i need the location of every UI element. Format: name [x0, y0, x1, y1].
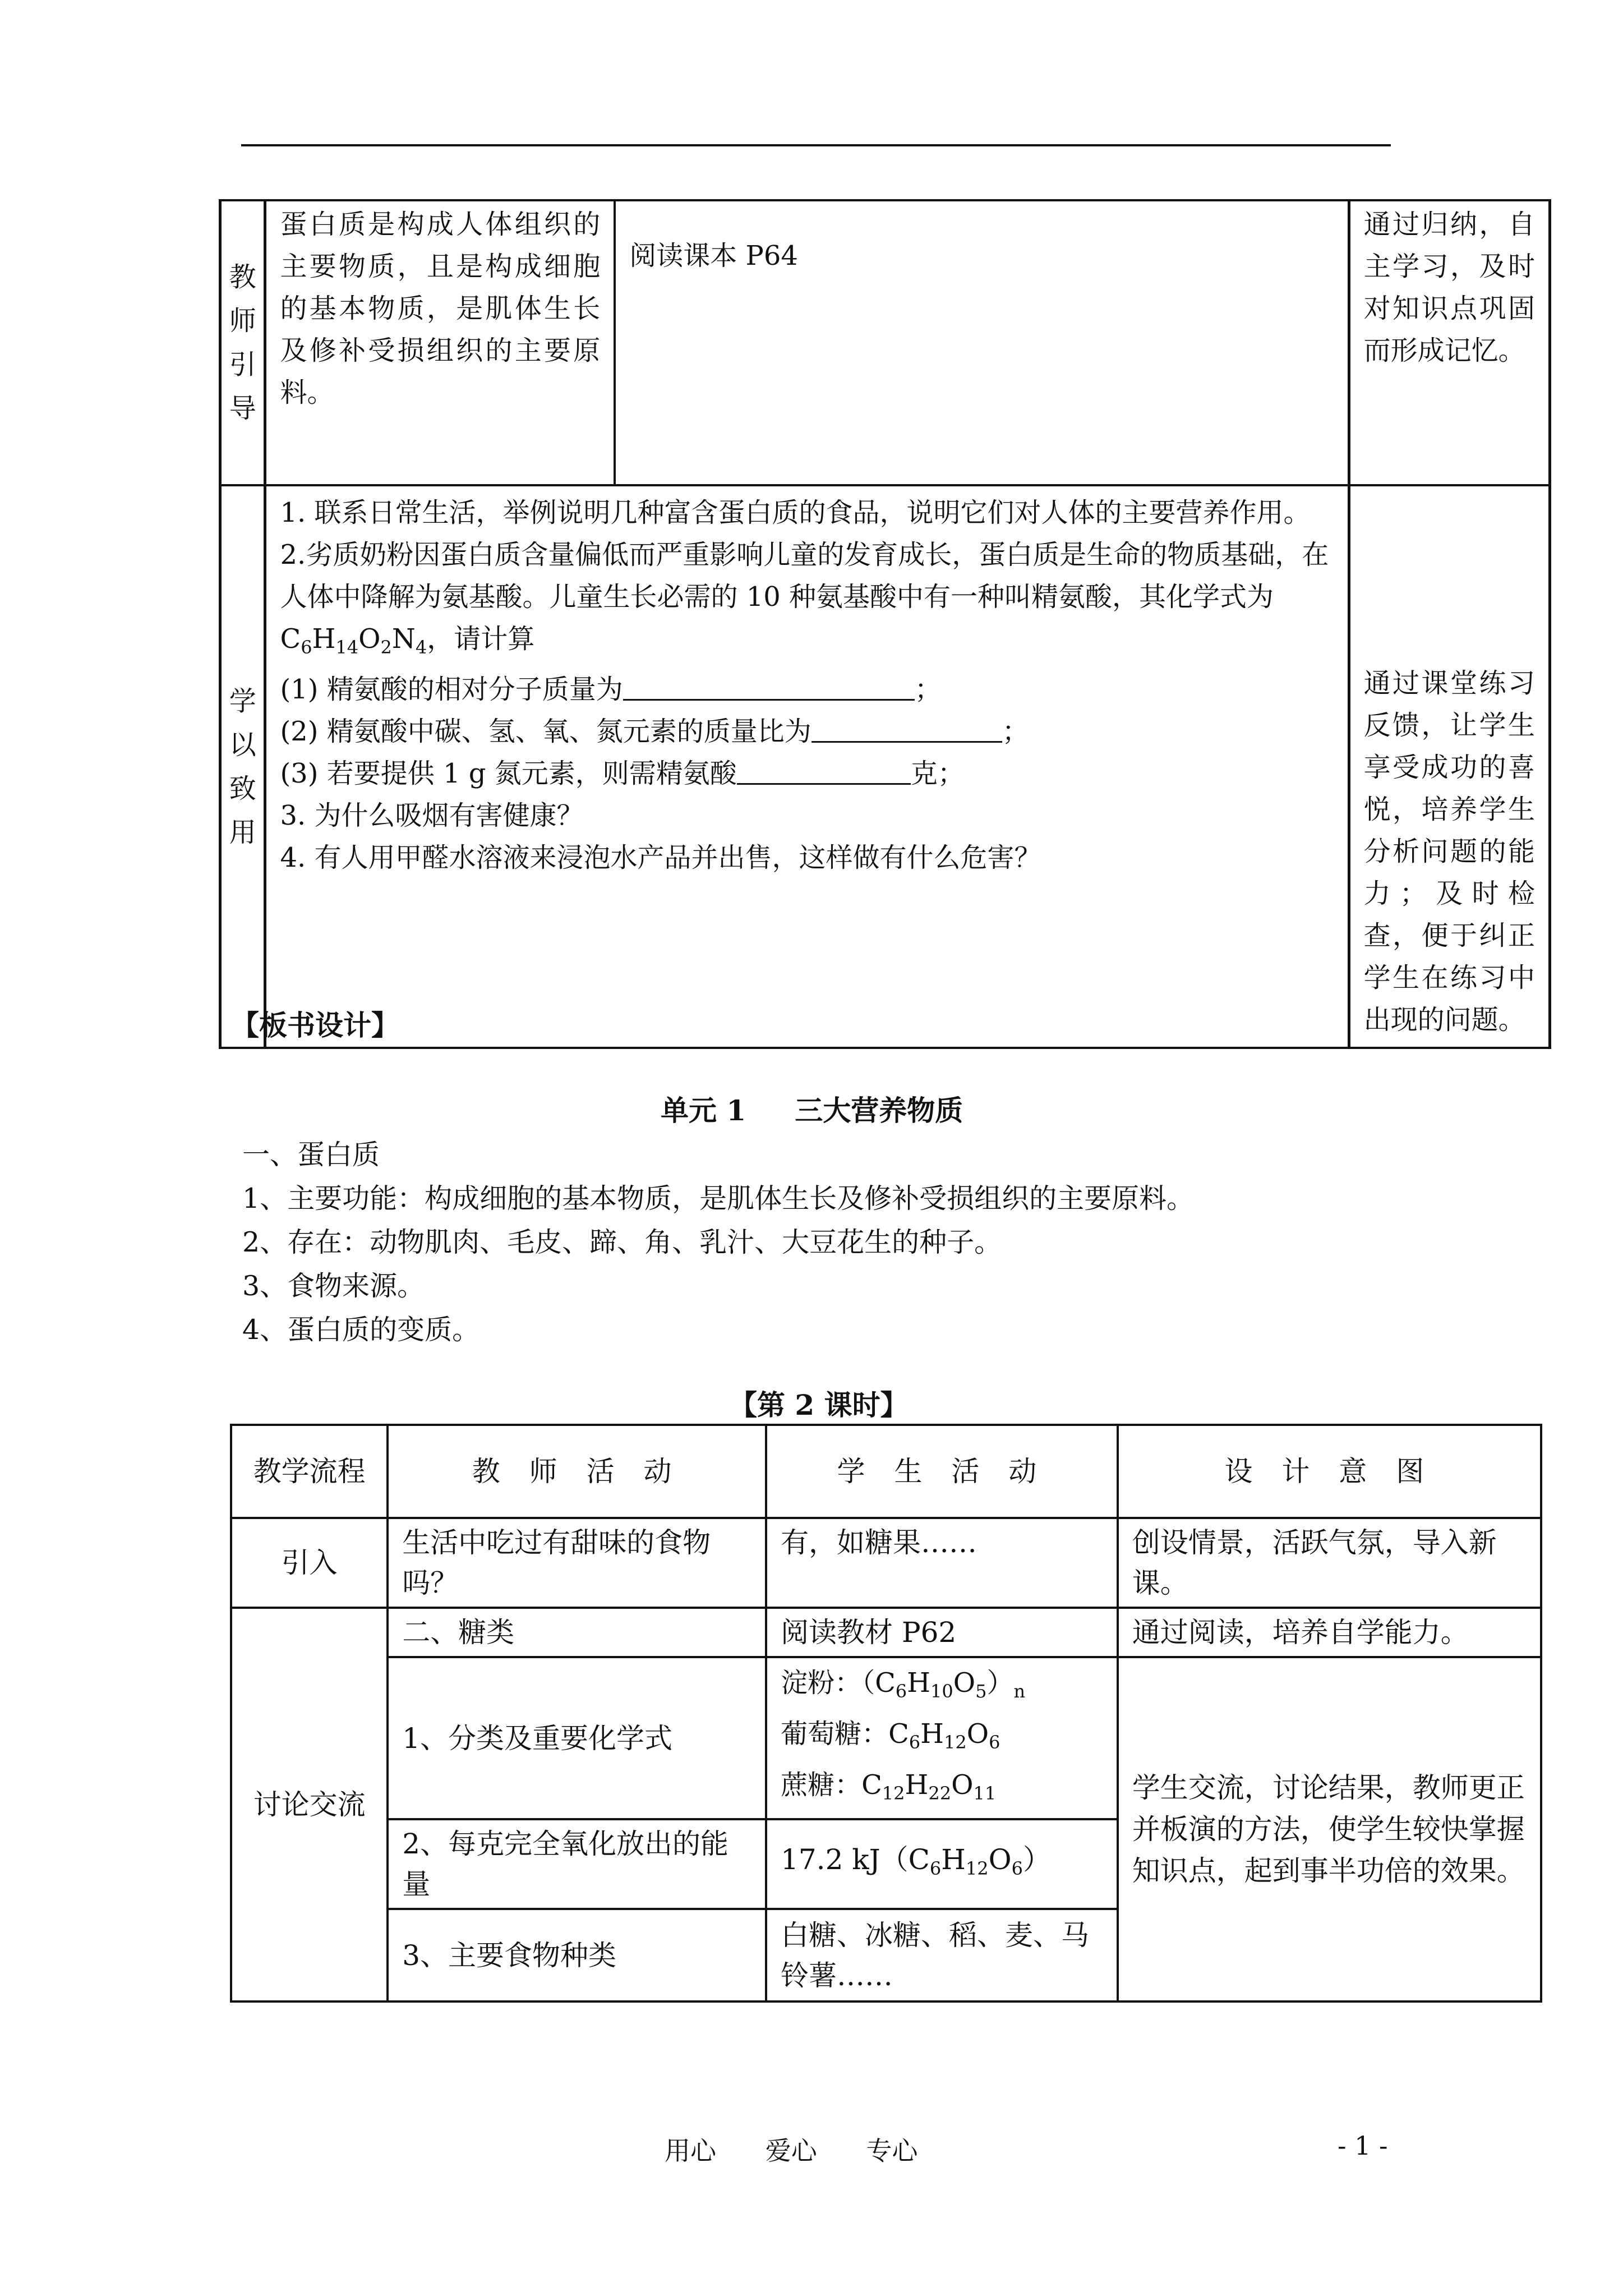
stage-discuss: 讨论交流	[231, 1608, 388, 2001]
intro-intent: 创设情景，活跃气氛，导入新课。	[1118, 1518, 1541, 1608]
question-2-part-3: (3) 若要提供 1 g 氮元素，则需精氨酸 克；	[280, 758, 965, 789]
board-line-3: 2、存在：动物肌肉、毛皮、蹄、角、乳汁、大豆花生的种子。	[242, 1226, 1002, 1258]
teacher-guide-content: 蛋白质是构成人体组织的主要物质，且是构成细胞的基本物质，是肌体生长及修补受损组织的主要原料。	[265, 200, 615, 485]
foods-student: 白糖、冰糖、稻、麦、马铃薯……	[766, 1909, 1118, 2001]
table-header-row	[231, 1425, 1541, 1518]
lesson-table-2	[230, 1424, 1542, 2003]
intro-student: 有，如糖果……	[766, 1518, 1118, 1608]
header-student-activity: 学 生 活 动	[766, 1425, 1118, 1518]
classification-student	[766, 1657, 1118, 1819]
answer-blank-2[interactable]	[811, 719, 1002, 743]
teacher-guide-activity: 阅读课本 P64	[615, 200, 1349, 485]
lesson-2-heading: 【第 2 课时】	[729, 1388, 909, 1421]
sugar-teacher: 二、糖类	[388, 1608, 766, 1657]
foods-teacher: 3、主要食物种类	[388, 1909, 766, 2001]
table-row-application	[220, 485, 1550, 1048]
header-rule	[241, 144, 1391, 146]
glucose-formula: 葡萄糖：$C_6H_{12}O_6$	[781, 1718, 1000, 1753]
table-row-sugar	[231, 1608, 1541, 1657]
lesson-table-1	[219, 199, 1551, 1049]
page-number: - 1 -	[1338, 2131, 1388, 2161]
question-4: 4. 有人用甲醛水溶液来浸泡水产品并出售，这样做有什么危害？	[280, 842, 1041, 873]
board-design-heading: 【板书设计】	[231, 1009, 399, 1042]
answer-blank-3[interactable]	[737, 761, 911, 785]
question-2-part-2: (2) 精氨酸中碳、氢、氧、氮元素的质量比为 ；	[280, 716, 1029, 747]
question-2: 2.劣质奶粉因蛋白质含量偏低而严重影响儿童的发育成长，蛋白质是生命的物质基础，在人体中降解为氨基酸。儿童生长必需的 10 种氨基酸中有一种叫精氨酸，其化学式为 $C_6H_{14}O_2N_4$，请计算	[280, 539, 1329, 658]
question-3: 3. 为什么吸烟有害健康？	[280, 800, 584, 831]
board-line-1: 一、蛋白质	[242, 1139, 380, 1171]
header-process: 教学流程	[231, 1425, 388, 1518]
header-design-intent: 设 计 意 图	[1118, 1425, 1541, 1518]
sugar-student: 阅读教材 P62	[766, 1608, 1118, 1657]
table-row-teacher-guide	[220, 200, 1550, 485]
board-line-4: 3、食物来源。	[242, 1270, 425, 1302]
stage-intro: 引入	[231, 1518, 388, 1608]
classification-teacher: 1、分类及重要化学式	[388, 1657, 766, 1819]
teacher-guide-intent: 通过归纳，自主学习，及时对知识点巩固而形成记忆。	[1349, 200, 1550, 485]
unit-title: 单元 1 三大营养物质	[661, 1094, 963, 1127]
sucrose-formula: 蔗糖：$C_{12}H_{22}O_{11}$	[781, 1769, 997, 1804]
application-questions	[265, 485, 1349, 1048]
energy-student: 17.2 $kJ(C_6H_{12}O_6)$	[766, 1819, 1118, 1909]
sugar-intent: 通过阅读，培养自学能力。	[1118, 1608, 1541, 1657]
intro-teacher: 生活中吃过有甜味的食物吗？	[388, 1518, 766, 1608]
discuss-intent: 学生交流，讨论结果，教师更正并板演的方法，使学生较快掌握知识点，起到事半功倍的效果。	[1118, 1657, 1541, 2001]
answer-blank-1[interactable]	[623, 677, 915, 701]
starch-formula: 淀粉：$(C_6H_{10}O_5)_n$	[781, 1667, 1026, 1702]
board-line-5: 4、蛋白质的变质。	[242, 1314, 480, 1346]
arginine-formula: $C_6H_{14}O_2N_4$	[280, 623, 427, 658]
header-teacher-activity: 教 师 活 动	[388, 1425, 766, 1518]
table-row-classification	[231, 1657, 1541, 1819]
table-row-intro	[231, 1518, 1541, 1608]
board-line-2: 1、主要功能：构成细胞的基本物质，是肌体生长及修补受损组织的主要原料。	[242, 1182, 1195, 1214]
energy-teacher: 2、每克完全氧化放出的能量	[388, 1819, 766, 1909]
side-label-application: 学 以 致 用	[220, 485, 265, 1048]
question-2-part-1: (1) 精氨酸的相对分子质量为 ；	[280, 674, 942, 705]
question-1: 1. 联系日常生活，举例说明几种富含蛋白质的食品，说明它们对人体的主要营养作用。	[280, 497, 1311, 528]
application-intent: 通过课堂练习反馈，让学生享受成功的喜悦，培养学生分析问题的能力；及时检查，便于纠正学生在练习中出现的问题。	[1349, 485, 1550, 1048]
side-label-teacher-guide: 教 师 引 导	[220, 200, 265, 485]
footer-motto: 用心 爱心 专心	[665, 2136, 918, 2166]
